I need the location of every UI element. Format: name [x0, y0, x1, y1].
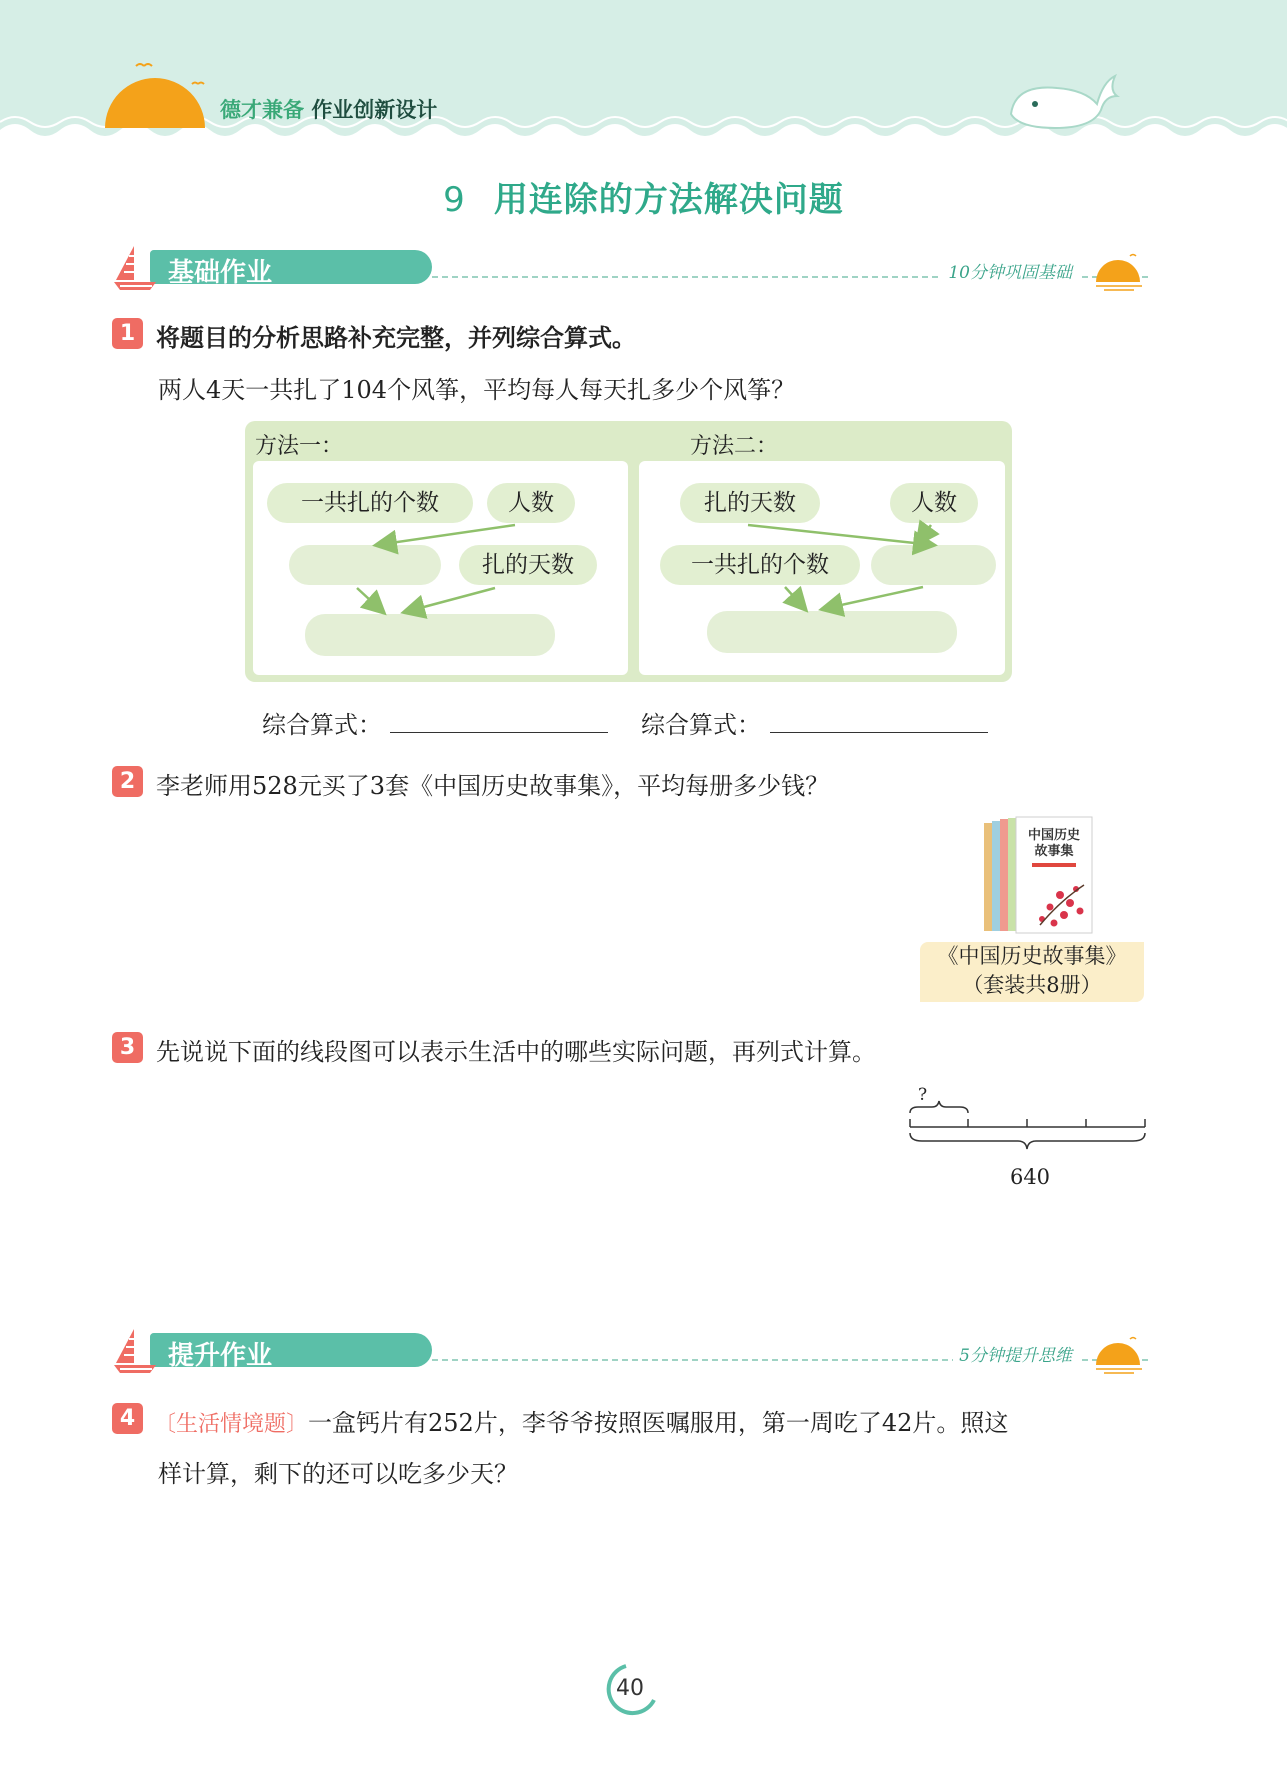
lesson-title-text: 用连除的方法解决问题 — [493, 180, 844, 220]
section-title: 基础作业 — [168, 258, 273, 288]
question-text: 样计算，剩下的还可以吃多少天？ — [158, 1460, 518, 1488]
lesson-number: 9 — [443, 180, 466, 220]
formula-answer-line[interactable] — [770, 732, 988, 733]
pill-people: 人数 — [890, 483, 978, 523]
page-number: 40 — [616, 1676, 644, 1701]
question-instruction: 将题目的分析思路补充完整，并列综合算式。 — [156, 324, 636, 352]
section-note: 10分钟巩固基础 — [942, 258, 1078, 283]
sun-logo-icon — [100, 58, 210, 130]
section-title: 提升作业 — [168, 1341, 273, 1371]
segment-total: 640 — [1009, 1165, 1051, 1189]
pill-days: 扎的天数 — [459, 545, 597, 585]
book-caption-title: 《中国历史故事集》 — [937, 944, 1127, 968]
book-caption-subtitle: （套装共8册） — [962, 973, 1102, 997]
formula-label: 综合算式： — [641, 711, 761, 739]
question-text: 李老师用528元买了3套《中国历史故事集》，平均每册多少钱？ — [156, 772, 830, 800]
question-number-badge: 1 — [112, 318, 143, 349]
pill-days: 扎的天数 — [680, 483, 820, 523]
question-number-badge: 3 — [112, 1032, 143, 1063]
sun-icon — [1090, 252, 1148, 292]
pill-people: 人数 — [487, 483, 575, 523]
question-text: 两人4天一共扎了104个风筝，平均每人每天扎多少个风筝？ — [158, 376, 796, 404]
brand-name: 德才兼备 — [220, 98, 304, 122]
brand-text — [220, 94, 437, 124]
pill-total-count: 一共扎的个数 — [660, 545, 860, 585]
question-text: 一盒钙片有252片，李爷爷按照医嘱服用，第一周吃了42片。照这 — [308, 1409, 1009, 1437]
section-banner-basic — [112, 244, 1148, 294]
unknown-marker: ? — [918, 1085, 928, 1105]
flow-arrows — [245, 421, 1012, 682]
book-caption — [920, 942, 1144, 1002]
question-number-badge: 4 — [112, 1403, 143, 1434]
method-one-title: 方法一： — [255, 434, 344, 459]
method-two-title: 方法二： — [690, 434, 779, 459]
sun-icon — [1090, 1335, 1148, 1375]
sailboat-icon — [112, 244, 162, 292]
book-cover-title: 中国历史 — [1027, 828, 1081, 843]
sailboat-icon — [112, 1327, 162, 1375]
book-cover-title: 故事集 — [1034, 844, 1074, 859]
question-text: 先说说下面的线段图可以表示生活中的哪些实际问题，再列式计算。 — [156, 1038, 876, 1066]
formula-label: 综合算式： — [262, 711, 382, 739]
question-tag: 〔生活情境题〕 — [154, 1412, 309, 1437]
brand-subtitle: 作业创新设计 — [311, 98, 438, 122]
question-number-badge: 2 — [112, 766, 143, 797]
whale-icon — [1005, 70, 1125, 132]
methods-diagram — [245, 421, 1012, 682]
formula-answer-line[interactable] — [390, 732, 608, 733]
section-banner-advanced — [112, 1327, 1148, 1377]
book-set-image — [980, 815, 1100, 937]
section-note: 5分钟提升思维 — [953, 1341, 1078, 1366]
lesson-title — [0, 172, 1287, 221]
line-segment-diagram — [900, 1085, 1160, 1165]
question-text-line — [154, 1403, 1008, 1438]
pill-total-count: 一共扎的个数 — [267, 483, 473, 523]
